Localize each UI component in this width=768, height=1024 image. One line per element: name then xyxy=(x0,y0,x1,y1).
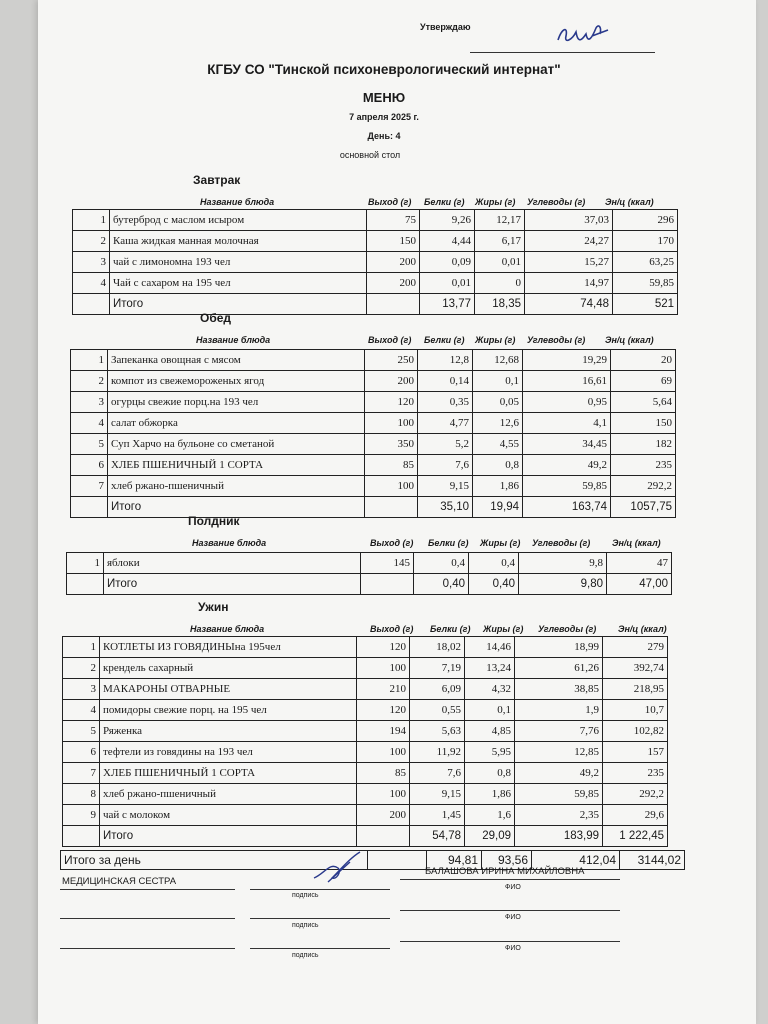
day-total-protein: 94,81 xyxy=(427,851,482,870)
dish-protein: 9,15 xyxy=(410,784,465,805)
table-row xyxy=(71,455,676,476)
row-number: 2 xyxy=(73,231,110,252)
table-row xyxy=(73,231,678,252)
table-row xyxy=(71,476,676,497)
dish-protein: 0,14 xyxy=(418,371,473,392)
dish-fat: 12,6 xyxy=(473,413,523,434)
dish-protein: 4,77 xyxy=(418,413,473,434)
dish-carbs: 49,2 xyxy=(523,455,611,476)
day-total-label: Итого за день xyxy=(61,851,368,870)
row-number: 4 xyxy=(71,413,108,434)
dish-name: Каша жидкая манная молочная xyxy=(110,231,367,252)
fio-caption-3: ФИО xyxy=(505,945,521,952)
dish-energy: 29,6 xyxy=(603,805,668,826)
dish-protein: 0,35 xyxy=(418,392,473,413)
table-row xyxy=(71,371,676,392)
dish-carbs: 14,97 xyxy=(525,273,613,294)
dish-name: компот из свежемороженых ягод xyxy=(108,371,365,392)
total-protein: 13,77 xyxy=(420,294,475,315)
dish-name: яблоки xyxy=(104,553,361,574)
dish-weight: 350 xyxy=(365,434,418,455)
dish-carbs: 2,35 xyxy=(515,805,603,826)
dish-fat: 0,1 xyxy=(465,700,515,721)
table-row xyxy=(73,273,678,294)
total-carbs: 183,99 xyxy=(515,826,603,847)
approve-signature-line xyxy=(470,52,655,53)
col-header-fat: Жиры (г) xyxy=(480,538,521,548)
total-energy: 47,00 xyxy=(607,574,672,595)
signature-caption-3: подпись xyxy=(292,952,319,959)
signature-caption-1: подпись xyxy=(292,892,319,899)
dish-protein: 9,26 xyxy=(420,210,475,231)
dish-weight: 100 xyxy=(357,742,410,763)
col-header-fat: Жиры (г) xyxy=(483,624,524,634)
col-header-carbs: Углеводы (г) xyxy=(538,624,597,634)
dish-name: хлеб ржано-пшеничный xyxy=(108,476,365,497)
dish-protein: 11,92 xyxy=(410,742,465,763)
col-header-fat: Жиры (г) xyxy=(475,197,516,207)
dish-fat: 0,05 xyxy=(473,392,523,413)
table-row xyxy=(71,350,676,371)
table-row xyxy=(63,658,668,679)
table-row xyxy=(71,392,676,413)
row-number: 4 xyxy=(63,700,100,721)
breakfast-table xyxy=(72,209,678,315)
dish-weight: 85 xyxy=(365,455,418,476)
dish-protein: 5,63 xyxy=(410,721,465,742)
signature-line-3 xyxy=(250,948,390,949)
dish-fat: 12,17 xyxy=(475,210,525,231)
dish-fat: 1,6 xyxy=(465,805,515,826)
col-header-energy: Эн/ц (ккал) xyxy=(612,538,661,548)
dish-name: Чай с сахаром на 195 чел xyxy=(110,273,367,294)
row-number: 1 xyxy=(71,350,108,371)
col-header-fat: Жиры (г) xyxy=(475,335,516,345)
row-number: 7 xyxy=(63,763,100,784)
total-carbs: 74,48 xyxy=(525,294,613,315)
total-protein: 0,40 xyxy=(414,574,469,595)
col-header-energy: Эн/ц (ккал) xyxy=(605,335,654,345)
dish-weight: 194 xyxy=(357,721,410,742)
total-protein: 54,78 xyxy=(410,826,465,847)
dish-energy: 218,95 xyxy=(603,679,668,700)
dish-weight: 200 xyxy=(357,805,410,826)
position-line-3 xyxy=(60,948,235,949)
dish-energy: 63,25 xyxy=(613,252,678,273)
col-header-carbs: Углеводы (г) xyxy=(527,335,586,345)
total-energy: 1057,75 xyxy=(611,497,676,518)
dish-energy: 150 xyxy=(611,413,676,434)
dish-protein: 1,45 xyxy=(410,805,465,826)
dish-energy: 102,82 xyxy=(603,721,668,742)
total-row xyxy=(71,497,676,518)
dish-protein: 0,09 xyxy=(420,252,475,273)
dish-protein: 7,19 xyxy=(410,658,465,679)
total-label: Итого xyxy=(110,294,367,315)
total-row xyxy=(67,574,672,595)
total-row xyxy=(73,294,678,315)
dish-carbs: 16,61 xyxy=(523,371,611,392)
total-carbs: 163,74 xyxy=(523,497,611,518)
dish-protein: 0,01 xyxy=(420,273,475,294)
table-row xyxy=(63,742,668,763)
dish-carbs: 19,29 xyxy=(523,350,611,371)
dish-carbs: 37,03 xyxy=(525,210,613,231)
dish-name: огурцы свежие порц.на 193 чел xyxy=(108,392,365,413)
total-label: Итого xyxy=(104,574,361,595)
dish-name: Ряженка xyxy=(100,721,357,742)
dish-fat: 0,1 xyxy=(473,371,523,392)
lunch-table xyxy=(70,349,676,518)
col-header-name: Название блюда xyxy=(200,197,275,207)
table-type: основной стол xyxy=(339,150,401,160)
col-header-protein: Белки (г) xyxy=(430,624,471,634)
dish-protein: 0,4 xyxy=(414,553,469,574)
dish-fat: 4,55 xyxy=(473,434,523,455)
dish-weight: 200 xyxy=(367,273,420,294)
dish-energy: 182 xyxy=(611,434,676,455)
nurse-title-line xyxy=(60,889,235,890)
fio-caption-2: ФИО xyxy=(505,914,521,921)
approval-signature-mark xyxy=(552,18,612,52)
dish-weight: 100 xyxy=(365,476,418,497)
table-row xyxy=(63,637,668,658)
dish-name: ХЛЕБ ПШЕНИЧНЫЙ 1 СОРТА xyxy=(100,763,357,784)
dish-weight: 120 xyxy=(357,637,410,658)
total-label: Итого xyxy=(100,826,357,847)
position-line-2 xyxy=(60,918,235,919)
day-total-carbs: 412,04 xyxy=(532,851,620,870)
dish-fat: 0,01 xyxy=(475,252,525,273)
dish-name: чай с лимономна 193 чел xyxy=(110,252,367,273)
col-header-carbs: Углеводы (г) xyxy=(532,538,591,548)
dish-weight: 145 xyxy=(361,553,414,574)
dish-protein: 18,02 xyxy=(410,637,465,658)
table-row xyxy=(73,210,678,231)
row-number: 5 xyxy=(63,721,100,742)
dish-name: чай с молоком xyxy=(100,805,357,826)
col-header-protein: Белки (г) xyxy=(424,197,465,207)
total-energy: 1 222,45 xyxy=(603,826,668,847)
dish-carbs: 0,95 xyxy=(523,392,611,413)
row-number: 3 xyxy=(73,252,110,273)
col-header-energy: Эн/ц (ккал) xyxy=(618,624,667,634)
dish-protein: 9,15 xyxy=(418,476,473,497)
dish-carbs: 49,2 xyxy=(515,763,603,784)
dish-carbs: 59,85 xyxy=(515,784,603,805)
dish-protein: 5,2 xyxy=(418,434,473,455)
table-row xyxy=(71,413,676,434)
dish-fat: 4,32 xyxy=(465,679,515,700)
dish-name: салат обжорка xyxy=(108,413,365,434)
dish-energy: 5,64 xyxy=(611,392,676,413)
dish-carbs: 59,85 xyxy=(523,476,611,497)
total-fat: 18,35 xyxy=(475,294,525,315)
fio-line-3 xyxy=(400,941,620,942)
dish-protein: 7,6 xyxy=(418,455,473,476)
row-number: 1 xyxy=(63,637,100,658)
dish-fat: 1,86 xyxy=(465,784,515,805)
dish-fat: 13,24 xyxy=(465,658,515,679)
dinner-table xyxy=(62,636,668,847)
signature-caption-2: подпись xyxy=(292,922,319,929)
row-number: 5 xyxy=(71,434,108,455)
col-header-carbs: Углеводы (г) xyxy=(527,197,586,207)
dish-energy: 392,74 xyxy=(603,658,668,679)
row-number: 7 xyxy=(71,476,108,497)
dish-name: тефтели из говядины на 193 чел xyxy=(100,742,357,763)
dish-fat: 4,85 xyxy=(465,721,515,742)
dish-protein: 6,09 xyxy=(410,679,465,700)
col-header-name: Название блюда xyxy=(196,335,271,345)
snack-table xyxy=(66,552,672,595)
table-row xyxy=(63,700,668,721)
dish-carbs: 7,76 xyxy=(515,721,603,742)
dish-name: крендель сахарный xyxy=(100,658,357,679)
col-header-weight: Выход (г) xyxy=(370,624,414,634)
dish-fat: 14,46 xyxy=(465,637,515,658)
col-header-protein: Белки (г) xyxy=(424,335,465,345)
col-header-weight: Выход (г) xyxy=(368,197,412,207)
row-number: 8 xyxy=(63,784,100,805)
table-row xyxy=(63,805,668,826)
dish-weight: 150 xyxy=(367,231,420,252)
row-number: 4 xyxy=(73,273,110,294)
section-title-snack: Полдник xyxy=(188,514,240,528)
row-number: 9 xyxy=(63,805,100,826)
fio-line-2 xyxy=(400,910,620,911)
col-header-name: Название блюда xyxy=(190,624,265,634)
row-number: 3 xyxy=(63,679,100,700)
day-total-table xyxy=(60,850,685,870)
row-number: 6 xyxy=(63,742,100,763)
dish-energy: 20 xyxy=(611,350,676,371)
dish-fat: 0,8 xyxy=(473,455,523,476)
dish-carbs: 38,85 xyxy=(515,679,603,700)
fio-caption-1: ФИО xyxy=(505,884,521,891)
row-number: 1 xyxy=(67,553,104,574)
dish-weight: 75 xyxy=(367,210,420,231)
row-number: 3 xyxy=(71,392,108,413)
dish-fat: 1,86 xyxy=(473,476,523,497)
fio-line-1 xyxy=(400,879,620,880)
dish-carbs: 4,1 xyxy=(523,413,611,434)
total-fat: 29,09 xyxy=(465,826,515,847)
dish-name: хлеб ржано-пшеничный xyxy=(100,784,357,805)
dish-name: КОТЛЕТЫ ИЗ ГОВЯДИНЫна 195чел xyxy=(100,637,357,658)
dish-fat: 5,95 xyxy=(465,742,515,763)
table-row xyxy=(63,721,668,742)
menu-date: 7 апреля 2025 г. xyxy=(349,112,419,122)
dish-energy: 59,85 xyxy=(613,273,678,294)
nurse-signature-mark xyxy=(310,848,370,888)
dish-carbs: 24,27 xyxy=(525,231,613,252)
dish-name: Суп Харчо на бульоне со сметаной xyxy=(108,434,365,455)
dish-protein: 0,55 xyxy=(410,700,465,721)
row-number: 2 xyxy=(71,371,108,392)
total-fat: 19,94 xyxy=(473,497,523,518)
dish-weight: 250 xyxy=(365,350,418,371)
day-total-row xyxy=(61,851,685,870)
dish-energy: 235 xyxy=(611,455,676,476)
dish-energy: 292,2 xyxy=(603,784,668,805)
dish-fat: 6,17 xyxy=(475,231,525,252)
section-title-dinner: Ужин xyxy=(198,600,229,614)
dish-name: ХЛЕБ ПШЕНИЧНЫЙ 1 СОРТА xyxy=(108,455,365,476)
dish-energy: 296 xyxy=(613,210,678,231)
dish-energy: 47 xyxy=(607,553,672,574)
dish-weight: 100 xyxy=(365,413,418,434)
dish-weight: 210 xyxy=(357,679,410,700)
dish-weight: 200 xyxy=(365,371,418,392)
dish-carbs: 34,45 xyxy=(523,434,611,455)
day-total-energy: 3144,02 xyxy=(620,851,685,870)
menu-day: День: 4 xyxy=(367,131,401,141)
col-header-weight: Выход (г) xyxy=(370,538,414,548)
section-title-lunch: Обед xyxy=(200,311,232,325)
signature-line-2 xyxy=(250,918,390,919)
signature-line-1 xyxy=(250,889,390,890)
dish-fat: 12,68 xyxy=(473,350,523,371)
dish-carbs: 12,85 xyxy=(515,742,603,763)
dish-energy: 157 xyxy=(603,742,668,763)
dish-fat: 0,8 xyxy=(465,763,515,784)
dish-carbs: 61,26 xyxy=(515,658,603,679)
dish-protein: 7,6 xyxy=(410,763,465,784)
row-number: 2 xyxy=(63,658,100,679)
dish-weight: 120 xyxy=(365,392,418,413)
dish-weight: 85 xyxy=(357,763,410,784)
dish-fat: 0 xyxy=(475,273,525,294)
dish-weight: 200 xyxy=(367,252,420,273)
dish-name: бутерброд с маслом исыром xyxy=(110,210,367,231)
table-row xyxy=(63,763,668,784)
total-energy: 521 xyxy=(613,294,678,315)
table-row xyxy=(63,679,668,700)
dish-carbs: 15,27 xyxy=(525,252,613,273)
organization-name: КГБУ СО "Тинской психоневрологический интернат" xyxy=(207,62,561,77)
row-number: 1 xyxy=(73,210,110,231)
dish-carbs: 9,8 xyxy=(519,553,607,574)
dish-protein: 4,44 xyxy=(420,231,475,252)
dish-name: помидоры свежие порц. на 195 чел xyxy=(100,700,357,721)
dish-weight: 100 xyxy=(357,784,410,805)
table-row xyxy=(67,553,672,574)
col-header-protein: Белки (г) xyxy=(428,538,469,548)
section-title-breakfast: Завтрак xyxy=(193,173,241,187)
dish-carbs: 1,9 xyxy=(515,700,603,721)
total-protein: 35,10 xyxy=(418,497,473,518)
dish-energy: 292,2 xyxy=(611,476,676,497)
table-row xyxy=(73,252,678,273)
row-number: 6 xyxy=(71,455,108,476)
dish-name: Запеканка овощная с мясом xyxy=(108,350,365,371)
total-row xyxy=(63,826,668,847)
dish-weight: 120 xyxy=(357,700,410,721)
total-fat: 0,40 xyxy=(469,574,519,595)
dish-energy: 69 xyxy=(611,371,676,392)
dish-protein: 12,8 xyxy=(418,350,473,371)
col-header-weight: Выход (г) xyxy=(368,335,412,345)
approve-label: Утверждаю xyxy=(420,22,471,32)
total-label: Итого xyxy=(108,497,365,518)
dish-energy: 170 xyxy=(613,231,678,252)
dish-weight: 100 xyxy=(357,658,410,679)
table-row xyxy=(71,434,676,455)
nurse-name: БАЛАШОВА ИРИНА МИХАЙЛОВНА xyxy=(425,866,585,877)
dish-name: МАКАРОНЫ ОТВАРНЫЕ xyxy=(100,679,357,700)
table-row xyxy=(63,784,668,805)
dish-energy: 10,7 xyxy=(603,700,668,721)
day-total-fat: 93,56 xyxy=(482,851,532,870)
nurse-title: МЕДИЦИНСКАЯ СЕСТРА xyxy=(62,876,177,887)
dish-fat: 0,4 xyxy=(469,553,519,574)
dish-energy: 235 xyxy=(603,763,668,784)
dish-energy: 279 xyxy=(603,637,668,658)
total-carbs: 9,80 xyxy=(519,574,607,595)
page-title: МЕНЮ xyxy=(362,90,406,105)
dish-carbs: 18,99 xyxy=(515,637,603,658)
col-header-energy: Эн/ц (ккал) xyxy=(605,197,654,207)
col-header-name: Название блюда xyxy=(192,538,267,548)
